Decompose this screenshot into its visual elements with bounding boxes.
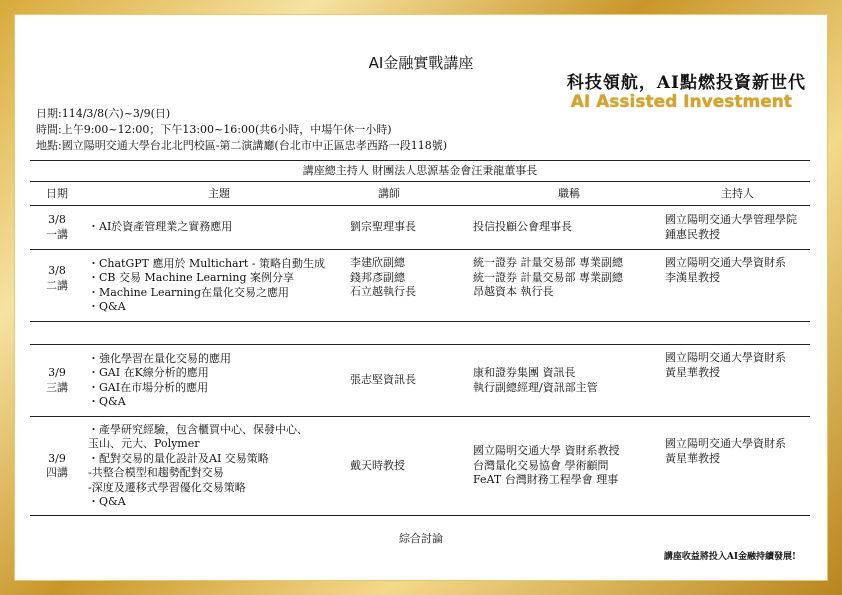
col-header-date: 日期 [30,181,84,206]
session-date: 3/9 四講 [30,417,84,516]
event-date: 日期:114/3/8(六)~3/9(日) [36,107,171,120]
session-speakers: 張志堅資訊長 [350,345,473,417]
session-titles: 康和證券集團 資訊長 執行副總經理/資訊部主管 [473,345,665,417]
closing-discussion: 綜合討論 [399,532,443,545]
session-titles: 投信投顧公會理事長 [473,206,665,250]
sub-slogan: AI Assisted Investment [570,92,792,112]
session-topics: ・產學研究經驗，包含櫃買中心、保發中心、 玉山、元大、Polymer ・配對交易的量化設計及AI 交易策略 -共整合模型和趨勢配對交易 -深度及遷移式學習優化交易策略 ・Q&A [84,417,350,516]
session-topics: ・AI於資產管理業之實務應用 [84,206,350,250]
session-date: 3/9 三講 [30,345,84,417]
session-host: 國立陽明交通大學管理學院 鍾惠民教授 [665,206,810,250]
table-row [30,417,810,516]
event-time: 時間:上午9:00~12:00；下午13:00~16:00(共6小時，中場午休一小時) [36,123,392,136]
session-host: 國立陽明交通大學資財系 黃星華教授 [665,345,810,417]
col-header-speaker: 講師 [350,181,473,206]
break-row [30,322,810,345]
session-topics: ・強化學習在量化交易的應用 ・GAI 在K線分析的應用 ・GAI在市場分析的應用 ・Q&A [84,345,350,417]
page-title: AI金融實戰講座 [368,54,474,72]
session-speakers: 劉宗聖理事長 [350,206,473,250]
chief-host-line: 講座總主持人 財團法人思源基金會汪秉龍董事長 [30,160,810,182]
slogan: 科技領航，AI點燃投資新世代 [566,73,806,93]
session-host: 國立陽明交通大學資財系 黃星華教授 [665,417,810,516]
schedule-table [30,181,810,516]
session-date: 3/8 一講 [30,206,84,250]
col-header-host: 主持人 [665,181,810,206]
session-titles: 統一證券 計量交易部 專業副總 統一證券 計量交易部 專業副總 昂越資本 執行長 [473,250,665,322]
session-topics: ・ChatGPT 應用於 Multichart - 策略自動生成 ・CB 交易 Machine Learning 案例分享 ・Machine Learning在量化交易之應用 ・Q&A [84,250,350,322]
session-date: 3/8 二講 [30,250,84,322]
table-row [30,206,810,250]
session-titles: 國立陽明交通大學 資財系教授 台灣量化交易協會 學術顧問 FeAT 台灣財務工程學會 理事 [473,417,665,516]
footer-note: 講座收益將投入AI金融持續發展! [663,552,796,562]
col-header-title: 職稱 [473,181,665,206]
session-host: 國立陽明交通大學資財系 李漢星教授 [665,250,810,322]
session-speakers: 戴天時教授 [350,417,473,516]
table-row [30,250,810,322]
table-row [30,345,810,417]
table-header-row [30,181,810,206]
col-header-topic: 主題 [84,181,350,206]
event-venue: 地點:國立陽明交通大學台北北門校區-第二演講廳(台北市中正區忠孝西路一段118號) [36,139,447,152]
session-speakers: 李建欣副總 錢邦彥副總 石立越執行長 [350,250,473,322]
